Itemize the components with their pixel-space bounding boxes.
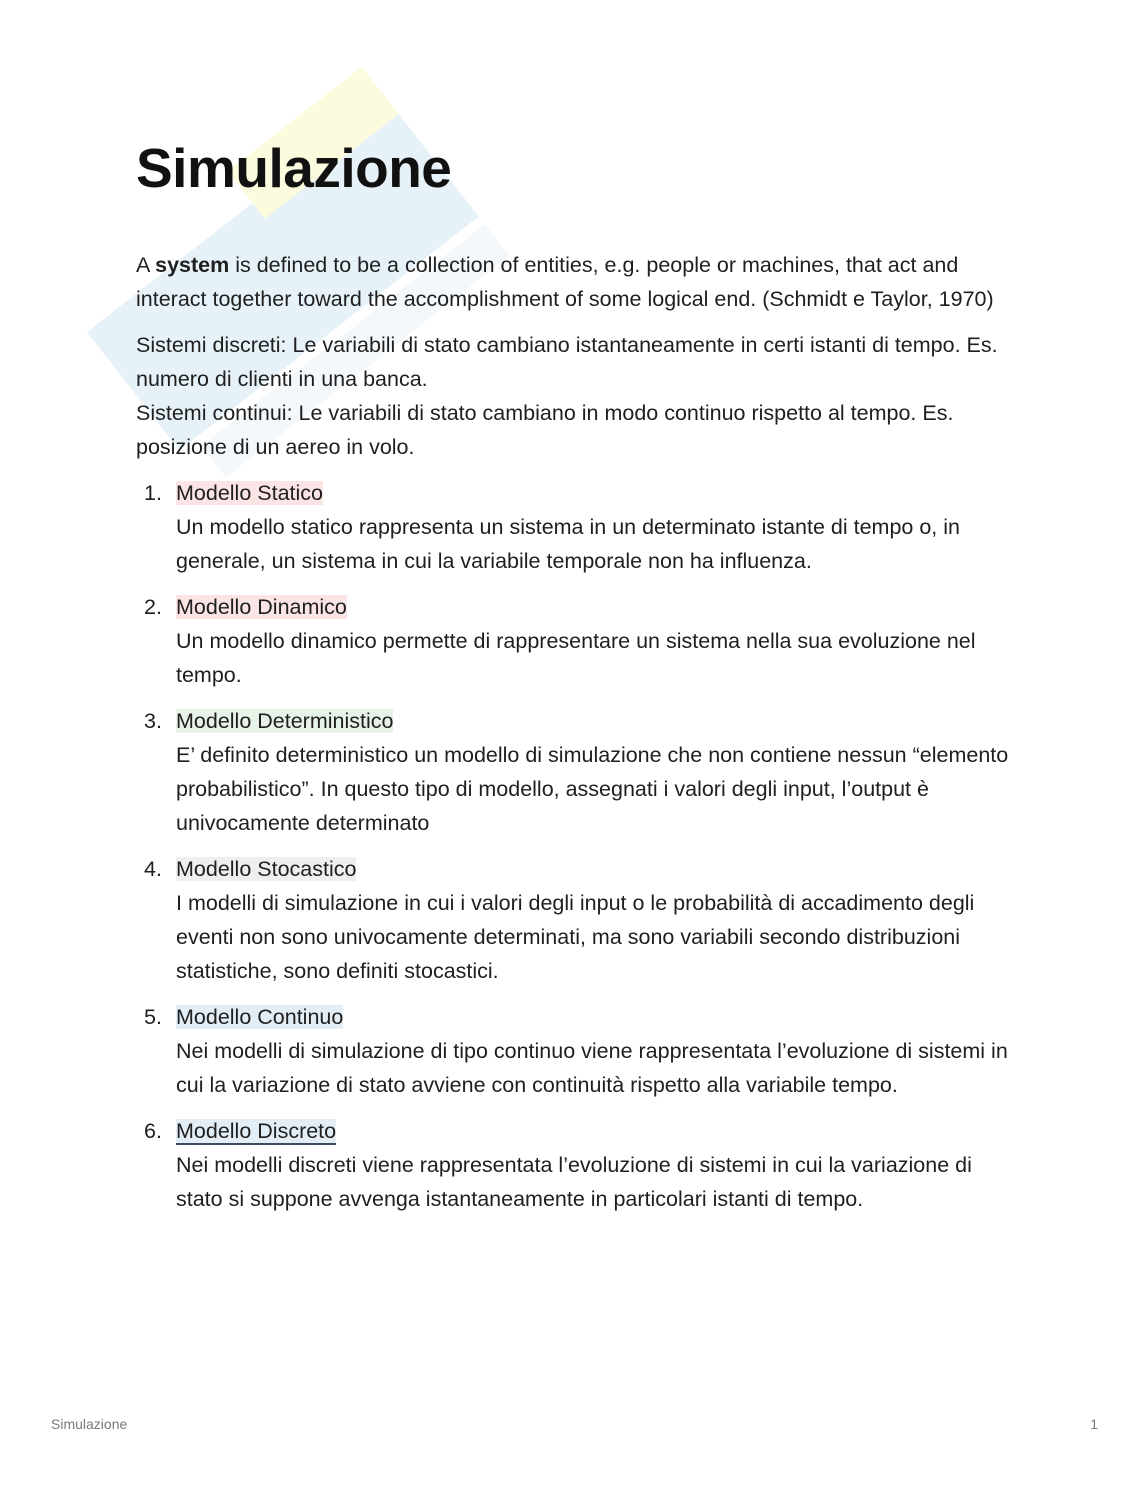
list-item bbox=[136, 1114, 1016, 1216]
list-item bbox=[136, 476, 1016, 578]
discrete-systems-paragraph: Sistemi discreti: Le variabili di stato cambiano istantaneamente in certi istanti di tempo. Es. numero di clienti in una banca. bbox=[136, 333, 998, 391]
list-item bbox=[136, 590, 1016, 692]
list-number: 4. bbox=[144, 857, 162, 881]
list-number: 2. bbox=[144, 595, 162, 619]
models-list bbox=[136, 476, 1016, 1216]
intro-prefix: A bbox=[136, 253, 156, 277]
intro-suffix: is defined to be a collection of entities, e.g. people or machines, that act and interact together toward the accomplishment of some logical end. (Schmidt e Taylor, 1970) bbox=[136, 253, 994, 311]
footer-document-title: Simulazione bbox=[51, 1416, 128, 1432]
model-description: Nei modelli di simulazione di tipo continuo viene rappresentata l’evoluzione di sistemi in cui la variazione di stato avviene con continuità rispetto alla variabile tempo. bbox=[176, 1039, 1008, 1097]
model-title: Modello Discreto bbox=[176, 1119, 337, 1143]
list-number: 1. bbox=[144, 481, 162, 505]
document-body bbox=[136, 248, 1016, 1228]
list-item bbox=[136, 1000, 1016, 1102]
continuous-systems-paragraph: Sistemi continui: Le variabili di stato cambiano in modo continuo rispetto al tempo. Es. posizione di un aereo in volo. bbox=[136, 401, 954, 459]
list-item bbox=[136, 852, 1016, 988]
page-title: Simulazione bbox=[136, 137, 452, 199]
footer-page-number: 1 bbox=[1090, 1416, 1098, 1432]
model-description: Nei modelli discreti viene rappresentata l’evoluzione di sistemi in cui la variazione di stato si suppone avvenga istantaneamente in particolari istanti di tempo. bbox=[176, 1153, 972, 1211]
intro-bold-term: system bbox=[155, 253, 230, 277]
model-description: E’ definito deterministico un modello di simulazione che non contiene nessun “elemento probabilistico”. In questo tipo di modello, assegnati i valori degli input, l’output è univocamente determinato bbox=[176, 743, 1009, 835]
model-title: Modello Dinamico bbox=[176, 595, 347, 619]
model-title: Modello Stocastico bbox=[176, 857, 357, 881]
model-description: Un modello statico rappresenta un sistema in un determinato istante di tempo o, in generale, un sistema in cui la variabile temporale non ha influenza. bbox=[176, 515, 960, 573]
model-description: Un modello dinamico permette di rappresentare un sistema nella sua evoluzione nel tempo. bbox=[176, 629, 976, 687]
model-title: Modello Deterministico bbox=[176, 709, 394, 733]
list-number: 3. bbox=[144, 709, 162, 733]
model-description: I modelli di simulazione in cui i valori degli input o le probabilità di accadimento degli eventi non sono univocamente determinati, ma sono variabili secondo distribuzioni statistiche, sono definiti stocastici. bbox=[176, 891, 975, 983]
list-number: 5. bbox=[144, 1005, 162, 1029]
model-title: Modello Statico bbox=[176, 481, 323, 505]
intro-paragraph bbox=[136, 248, 1016, 316]
model-title: Modello Continuo bbox=[176, 1005, 344, 1029]
list-number: 6. bbox=[144, 1119, 162, 1143]
list-item bbox=[136, 704, 1016, 840]
